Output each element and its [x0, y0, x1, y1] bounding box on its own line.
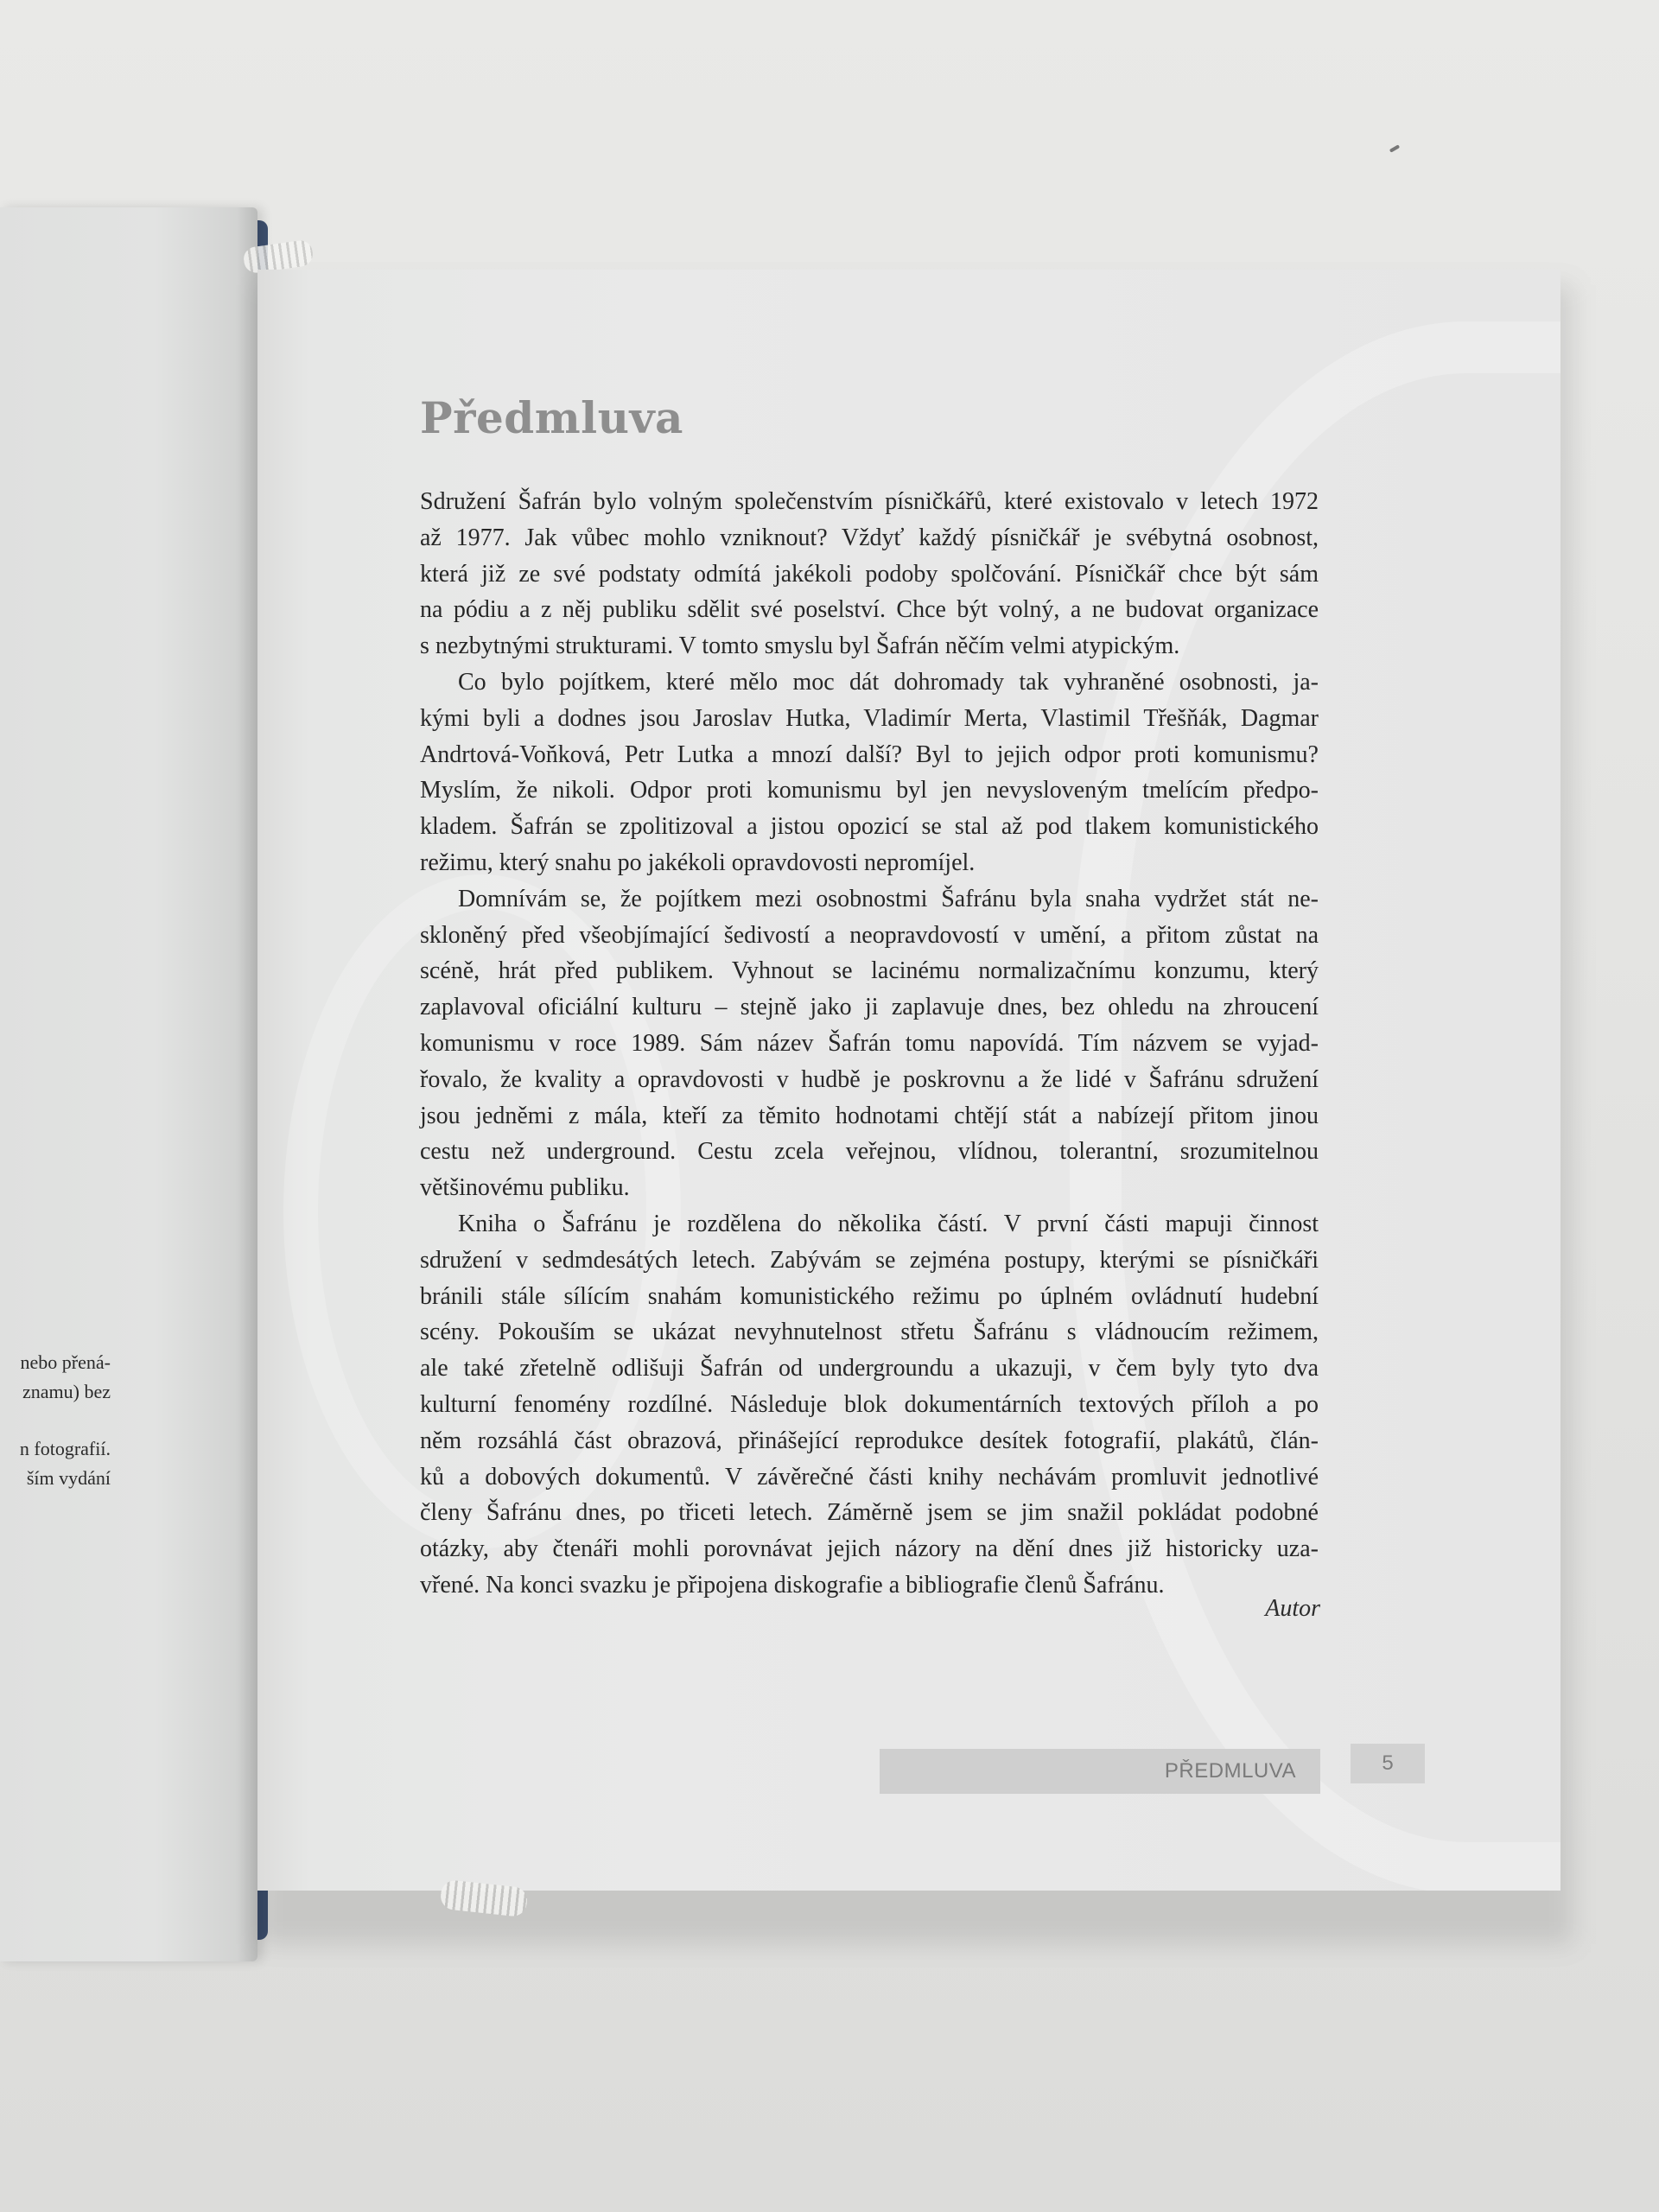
right-page — [257, 270, 1560, 1891]
left-page-text-fragment — [0, 1434, 111, 1493]
paragraph — [420, 664, 1319, 881]
fragment-line: n fotografií. — [19, 1438, 111, 1459]
text-line: Andrtová-Voňková, Petr Lutka a mnozí další? Byl to jejich odpor proti komunismu? — [420, 741, 1319, 768]
text-line: Domnívám se, že pojítkem mezi osobnostmi Šafránu byla snaha vydržet stát ne- — [458, 885, 1319, 912]
text-line: až 1977. Jak vůbec mohlo vzniknout? Vždyť každý písničkář je svébytná osobnost, — [420, 524, 1319, 551]
page-number: 5 — [1351, 1744, 1425, 1783]
text-line: kladem. Šafrán se zpolitizoval a jistou opozicí se stal až pod tlakem komunistického — [420, 813, 1319, 841]
text-line: režimu, který snahu po jakékoli opravdovosti nepromíjel. — [420, 849, 976, 876]
foreword-body — [420, 484, 1319, 1604]
running-footer-label: PŘEDMLUVA — [1164, 1759, 1296, 1783]
fragment-line: nebo přená- — [20, 1351, 111, 1373]
text-line: skloněný před všeobjímající šedivostí a neopravdovostí v umění, a přitom zůstat na — [420, 921, 1319, 949]
text-line: bránili stále sílícím snahám komunistického režimu po úplném ovládnutí hudební — [420, 1282, 1319, 1310]
text-line: otázky, aby čtenáři mohli porovnávat jejich názory na dění dnes již historicky uza- — [420, 1535, 1319, 1563]
text-line: ale také zřetelně odlišuji Šafrán od undergroundu a ukazuji, v čem byly tyto dva — [420, 1355, 1319, 1382]
text-line: Kniha o Šafránu je rozdělena do několika částí. V první části mapuji činnost — [458, 1210, 1319, 1237]
text-line: Co bylo pojítkem, které mělo moc dát dohromady tak vyhraněné osobnosti, ja- — [458, 668, 1319, 696]
text-line: zaplavoval oficiální kulturu – stejně jako ji zaplavuje dnes, bez ohledu na zhroucení — [420, 994, 1319, 1021]
text-line: na pódiu a z něj publiku sdělit své poselství. Chce být volný, a ne budovat organizace — [420, 596, 1319, 624]
left-page — [0, 207, 257, 1961]
text-line: kulturní fenomény rozdílné. Následuje blok dokumentárních textových příloh a po — [420, 1390, 1319, 1418]
running-footer — [880, 1749, 1320, 1794]
author-signature: Autor — [1265, 1595, 1320, 1622]
fragment-line: ším vydání — [26, 1467, 111, 1489]
text-line: která již ze své podstaty odmítá jakékoli podoby spolčování. Písničkář chce být sám — [420, 560, 1319, 588]
text-line: cestu než underground. Cestu zcela veřejnou, vlídnou, tolerantní, srozumitelnou — [420, 1138, 1319, 1166]
text-line: vřené. Na konci svazku je připojena diskografie a bibliografie členů Šafránu. — [420, 1571, 1165, 1599]
paragraph — [420, 1206, 1319, 1604]
surface-mark — [1389, 144, 1400, 152]
text-line: něm rozsáhlá část obrazová, přinášející reprodukce desítek fotografií, plakátů, člán- — [420, 1427, 1319, 1454]
text-line: scény. Pokouším se ukázat nevyhnutelnost střetu Šafránu s vládnoucím režimem, — [420, 1319, 1319, 1346]
text-line: scéně, hrát před publikem. Vyhnout se lacinému normalizačnímu konzumu, který — [420, 957, 1319, 985]
text-line: ků a dobových dokumentů. V závěrečné části knihy nechávám promluvit jednotlivé — [420, 1463, 1319, 1491]
text-line: s nezbytnými strukturami. V tomto smyslu byl Šafrán něčím velmi atypickým. — [420, 632, 1180, 660]
paragraph — [420, 484, 1319, 664]
text-line: členy Šafránu dnes, po třiceti letech. Záměrně jsem se jim snažil pokládat podobné — [420, 1499, 1319, 1527]
fragment-line: znamu) bez — [22, 1381, 111, 1402]
text-line: komunismu v roce 1989. Sám název Šafrán tomu napovídá. Tím názvem se vyjad- — [420, 1029, 1319, 1057]
paragraph — [420, 881, 1319, 1206]
text-line: Sdružení Šafrán bylo volným společenstvím písničkářů, které existovalo v letech 1972 — [420, 488, 1319, 515]
left-page-text-fragment — [0, 1348, 111, 1407]
text-line: kými byli a dodnes jsou Jaroslav Hutka, Vladimír Merta, Vlastimil Třešňák, Dagmar — [420, 704, 1319, 732]
text-line: jsou jedněmi z mála, kteří za těmito hodnotami chtějí stát a nabízejí přitom jinou — [420, 1102, 1319, 1129]
text-line: většinovému publiku. — [420, 1174, 630, 1202]
text-line: Myslím, že nikoli. Odpor proti komunismu byl jen nevysloveným tmelícím předpo- — [420, 777, 1319, 804]
text-line: sdružení v sedmdesátých letech. Zabývám se zejména postupy, kterými se písničkáři — [420, 1246, 1319, 1274]
page-title: Předmluva — [420, 392, 683, 443]
text-line: řovalo, že kvality a opravdovosti v hudbě je poskrovnu a že lidé v Šafránu sdružení — [420, 1065, 1319, 1093]
